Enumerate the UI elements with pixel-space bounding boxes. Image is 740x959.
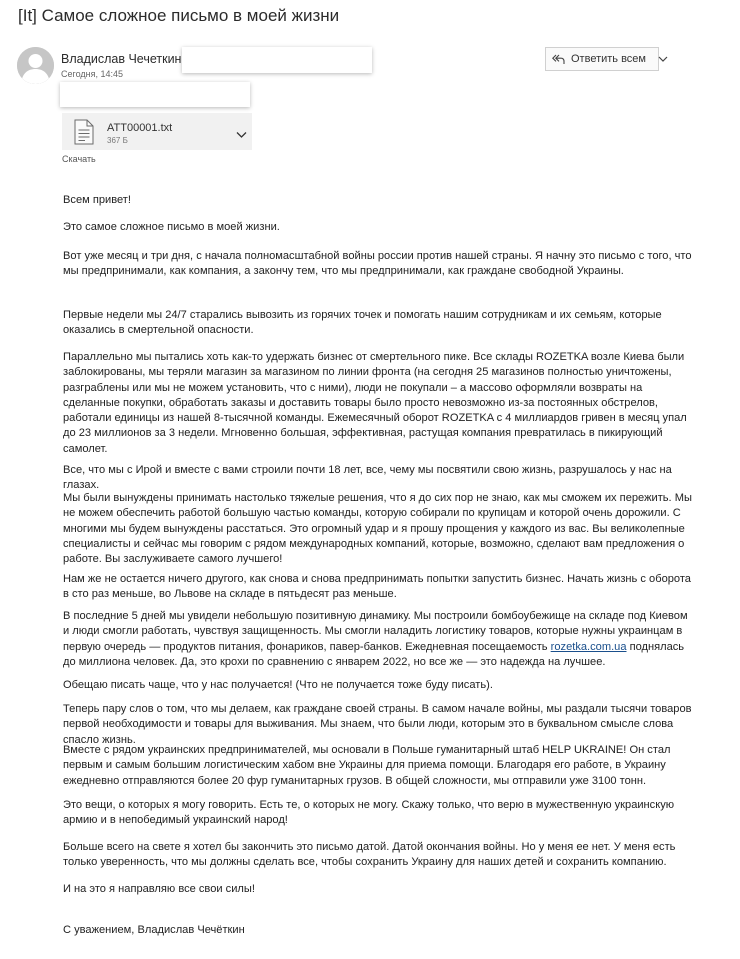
download-link[interactable]: Скачать <box>62 154 96 164</box>
body-paragraph: Мы были вынуждены принимать настолько тяжелые решения, что я до сих пор не знаю, как мы сможем их пережить. Мы не можем обеспечить работой большую частью команды, которую собирали по крупицам и которой очень дорожили. С многими мы будем вынуждены расстаться. Это огромный удар и я прошу прощения у каждого из вас. Вы великолепные специалисты и сейчас мы говорим с рядом международных компаний, которые, возможно, сделают вам предложения о работе. Вы заслуживаете самого лучшего! <box>63 492 692 566</box>
body-paragraph: Больше всего на свете я хотел бы закончить это письмо датой. Датой окончания войны. Но у меня ее нет. У меня есть только уверенность, что мы должны сделать все, чтобы сохранить Украину для наших детей и сохранить компанию. <box>63 841 676 869</box>
body-text: поднялась до миллиона человек. Да, это крохи по сравнению с январем 2022, но все же — это надежда на лучшее. <box>63 640 685 668</box>
redacted-recipient-box <box>182 47 372 73</box>
reply-all-icon <box>552 54 565 65</box>
rozetka-link[interactable]: rozetka.com.ua <box>550 640 627 653</box>
attachment-card[interactable] <box>62 113 252 150</box>
attachment-size: 367 Б <box>107 136 128 145</box>
text-file-icon <box>72 119 96 150</box>
body-paragraph: Все, что мы с Ирой и вместе с вами строили почти 18 лет, все, чему мы посвятили свою жизнь, разрушалось у нас на глазах. <box>63 464 672 492</box>
body-text: В последние 5 дней мы увидели небольшую позитивную динамику. Мы построили бомбоубежище на складе под Киевом и люди смогли работать, чувствуя защищенность. Мы смогли наладить логистику товаров, которые нужны украинцам в первую очередь — продуктов питания, фонариков, павер-банков. Ежедневная посещаемость <box>63 610 688 653</box>
reply-all-label: Ответить всем <box>571 53 646 65</box>
body-paragraph: Это вещи, о которых я могу говорить. Есть те, о которых не могу. Скажу только, что верю в мужественную украинскую армию и в непобедимый украинский народ! <box>63 799 675 827</box>
email-subject: [It] Самое сложное письмо в моей жизни <box>18 6 340 25</box>
body-paragraph: Первые недели мы 24/7 старались вывозить из горячих точек и помогать нашим сотрудникам и их семьям, которые оказались в смертельной опасности. <box>63 309 662 337</box>
body-paragraph: Вместе с рядом украинских предпринимателей, мы основали в Польше гуманитарный штаб HELP UKRAINE! Он стал первым и самым большим логистическим хабом вне Украины для приема помощи. Благодаря его работе, в Украину ежедневно отправляются более 20 фур гуманитарных грузов. В общей сложности, мы отправили уже 3100 тонн. <box>63 744 671 787</box>
body-paragraph <box>63 609 693 670</box>
body-paragraph: Это самое сложное письмо в моей жизни. <box>63 221 280 233</box>
body-paragraph: И на это я направляю все свои силы! <box>63 883 255 895</box>
chevron-down-icon[interactable] <box>658 55 668 63</box>
body-paragraph: Параллельно мы пытались хоть как-то удержать бизнес от смертельного пике. Все склады ROZETKA возле Киева были заблокированы, мы теряли магазин за магазином по линии фронта (на сегодня 25 магазинов полностью уничтожены, разграблены или мы не можем установить, что с ними), люди не покупали – а массово оформляли возвраты на сделанные покупки, обработать заказы и доставить товары было просто невозможно из-за постоянных обстрелов, работали единицы из нашей 8-тысячной команды. Ежемесячный оборот ROZETKA с 4 миллиардов гривен в месяц упал до 23 миллионов за 3 недели. Мгновенно большая, эффективная, растущая компания превратилась в пикирующий самолет. <box>63 351 687 455</box>
person-icon <box>17 47 54 84</box>
body-paragraph: Вот уже месяц и три дня, с начала полномасштабной войны россии против нашей страны. Я начну это письмо с того, что мы предпринимали, как компания, а закончу тем, что мы предпринимали, как граждане свободной Украины. <box>63 250 692 278</box>
sent-date: Сегодня, 14:45 <box>61 69 124 79</box>
chevron-down-icon[interactable] <box>236 126 247 144</box>
body-paragraph: Нам же не остается ничего другого, как снова и снова предпринимать попытки запустить бизнес. Начать жизнь с оборота в сто раз меньше, во Львове на складе в пятьдесят раз меньше. <box>63 573 691 601</box>
greeting: Всем привет! <box>63 194 131 206</box>
signature: С уважением, Владислав Чечёткин <box>63 924 245 936</box>
body-paragraph: Обещаю писать чаще, что у нас получается! (Что не получается тоже буду писать). <box>63 679 493 691</box>
body-paragraph: Теперь пару слов о том, что мы делаем, как граждане своей страны. В самом начале войны, мы раздали тысячи товаров первой необходимости и товары для выживания. Мы знаем, что были люди, которым это в буквальном смысле слова спасло жизнь. <box>63 703 692 746</box>
sender-avatar[interactable] <box>17 47 54 84</box>
sender-name[interactable]: Владислав Чечеткин <box>61 52 182 66</box>
reply-all-button[interactable] <box>545 47 659 71</box>
attachment-name: ATT00001.txt <box>107 122 173 134</box>
redacted-recipient-box-2 <box>60 82 250 107</box>
